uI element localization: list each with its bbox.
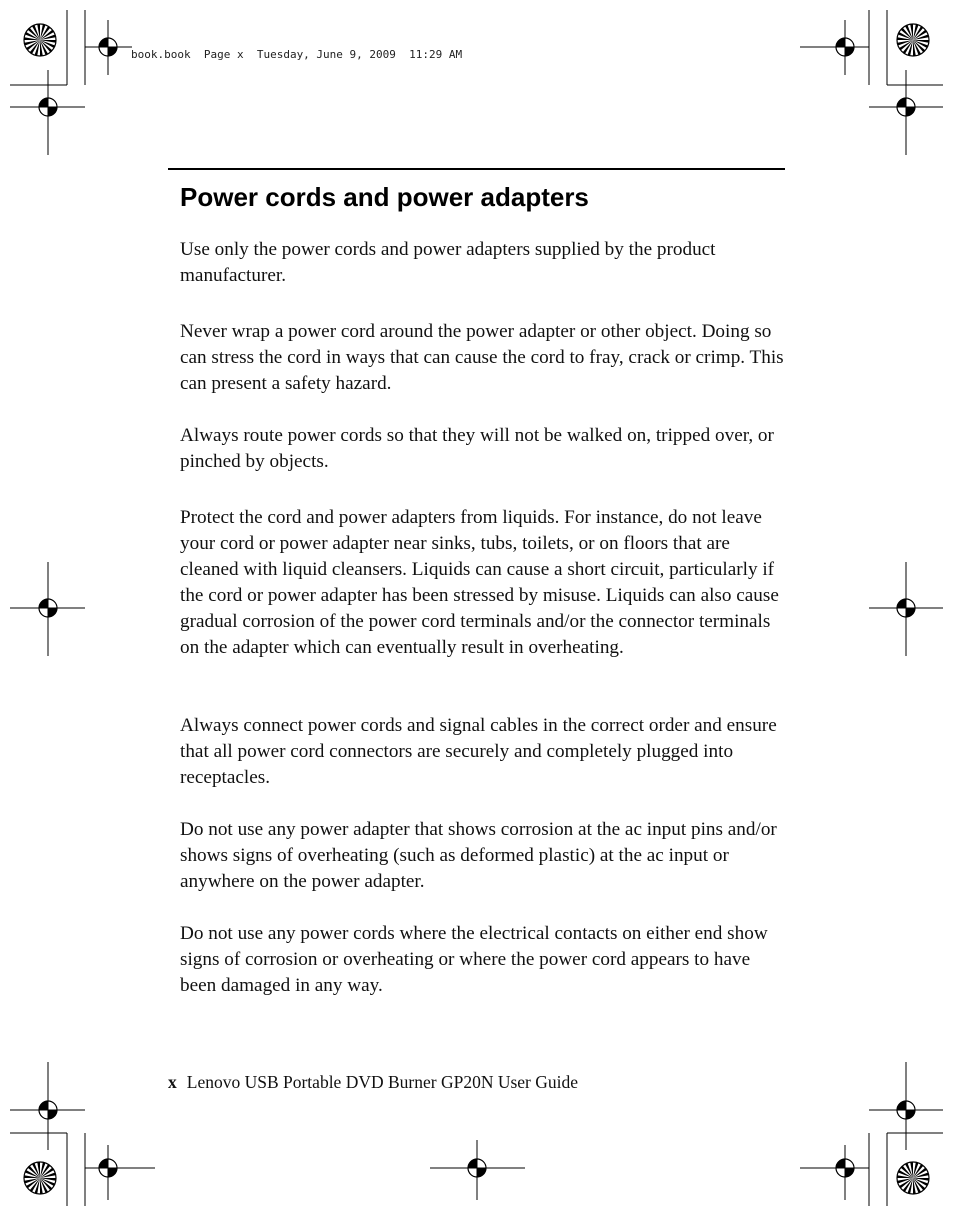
page-footer (168, 1070, 578, 1094)
paragraph-protect-liquids: Protect the cord and power adapters from liquids. For instance, do not leave your cord or power adapter near sinks, tubs, toilets, or on floors that are cleaned with liquid cleansers. Liquids can cause a short circuit, particularly if the cord or power adapter has been stressed by misuse. Liquids can also cause gradual corrosion of the power cord terminals and/or the connector terminals on the adapter which can eventually result in overheating. (180, 507, 779, 658)
book-title: Lenovo USB Portable DVD Burner GP20N User Guide (186, 1072, 579, 1092)
section-rule (168, 168, 785, 170)
paragraph-connect-order: Always connect power cords and signal cables in the correct order and ensure that all power cord connectors are securely and completely plugged into receptacles. (180, 715, 777, 788)
section-title: Power cords and power adapters (180, 182, 589, 212)
calibration-wheel-bottom-right (897, 1162, 929, 1194)
paragraph-cord-damage: Do not use any power cords where the electrical contacts on either end show signs of corrosion or overheating or where the power cord appears to have been damaged in any way. (180, 923, 768, 996)
paragraph-supplied-cords: Use only the power cords and power adapters supplied by the product manufacturer. (180, 239, 716, 286)
paragraph-route-cords: Always route power cords so that they will not be walked on, tripped over, or pinched by objects. (180, 425, 774, 472)
page-number: x (168, 1072, 177, 1092)
calibration-wheel-top-left (24, 24, 56, 56)
print-slug: book.book Page x Tuesday, June 9, 2009 11:29 AM (131, 48, 463, 61)
calibration-wheel-top-right (897, 24, 929, 56)
calibration-wheel-bottom-left (24, 1162, 56, 1194)
paragraph-never-wrap: Never wrap a power cord around the power adapter or other object. Doing so can stress the cord in ways that can cause the cord to fray, crack or crimp. This can present a safety hazard. (180, 321, 784, 394)
paragraph-adapter-corrosion: Do not use any power adapter that shows corrosion at the ac input pins and/or shows signs of overheating (such as deformed plastic) at the ac input or anywhere on the power adapter. (180, 819, 777, 892)
